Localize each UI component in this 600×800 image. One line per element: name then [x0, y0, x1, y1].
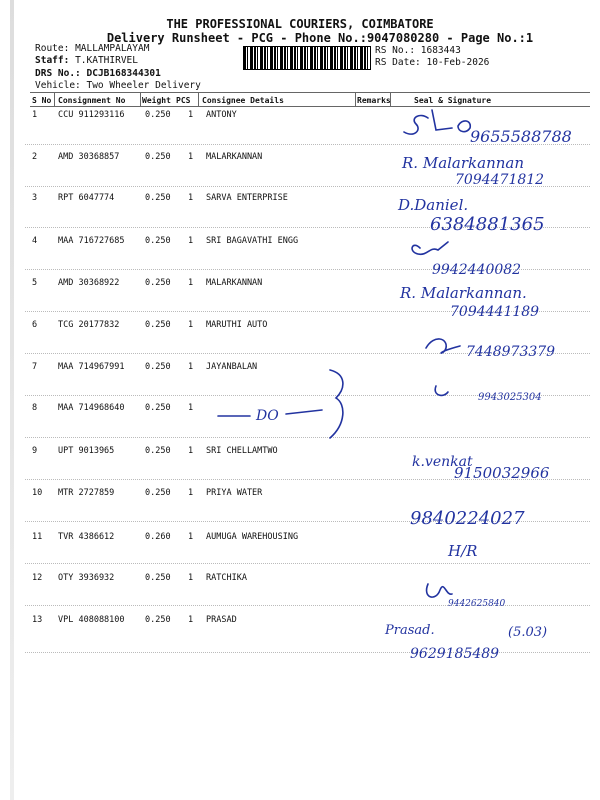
bracket-stroke [330, 370, 343, 438]
row-consignment: AMD 30368922 [58, 278, 120, 288]
row-pcs: 1 [188, 532, 194, 542]
handwritten-name: R. Malarkannan. [400, 284, 527, 302]
row-consignee: ANTONY [206, 110, 237, 120]
row-consignment: RPT 6047774 [58, 193, 115, 203]
row-consignment: UPT 9013965 [58, 446, 115, 456]
staff-label: Staff: [35, 55, 70, 66]
handwritten-mark: H/R [448, 542, 478, 560]
col-seal-header: Seal & Signature [414, 96, 492, 105]
row-weight: 0.250 [145, 362, 171, 372]
row-weight: 0.250 [145, 403, 171, 413]
signature-stroke [412, 242, 448, 254]
row-consignment: MAA 716727685 [58, 236, 125, 246]
signature-stroke [435, 386, 448, 395]
row-sno: 10 [32, 488, 43, 498]
row-weight: 0.250 [145, 573, 171, 583]
row-consignment: OTY 3936932 [58, 573, 115, 583]
row-weight: 0.250 [145, 278, 171, 288]
row-pcs: 1 [188, 278, 194, 288]
rs-date: RS Date: 10-Feb-2026 [375, 57, 490, 68]
row-pcs: 1 [188, 110, 194, 120]
row-sno: 12 [32, 573, 43, 583]
handwritten-phone: 7094471812 [455, 172, 545, 188]
row-pcs: 1 [188, 193, 194, 203]
row-consignment: CCU 911293116 [58, 110, 125, 120]
handwritten-phone: 7448973379 [466, 344, 556, 360]
row-sno: 3 [32, 193, 38, 203]
row-sno: 5 [32, 278, 38, 288]
row-sno: 13 [32, 615, 43, 625]
row-weight: 0.250 [145, 152, 171, 162]
rs-number: RS No.: 1683443 [375, 45, 461, 56]
row-sno: 8 [32, 403, 38, 413]
row-pcs: 1 [188, 446, 194, 456]
row-consignee: RATCHIKA [206, 573, 247, 583]
row-weight: 0.250 [145, 446, 171, 456]
row-consignee: SRI BAGAVATHI ENGG [206, 236, 299, 246]
row-pcs: 1 [188, 573, 194, 583]
row-consignee: MALARKANNAN [206, 278, 263, 288]
row-sno: 4 [32, 236, 38, 246]
signature-stroke [427, 584, 452, 597]
handwritten-phone: 9150032966 [454, 464, 550, 482]
row-sno: 9 [32, 446, 38, 456]
row-pcs: 1 [188, 152, 194, 162]
handwritten-name: R. Malarkannan [402, 154, 524, 172]
drs-label: DRS No.: [35, 68, 81, 79]
handwritten-time: (5.03) [508, 625, 548, 640]
handwritten-name: D.Daniel. [398, 196, 469, 214]
row-consignment: AMD 30368857 [58, 152, 120, 162]
signature-stroke [432, 110, 452, 130]
row-consignment: TVR 4386612 [58, 532, 115, 542]
row-consignment: TCG 20177832 [58, 320, 120, 330]
handwritten-ditto: DO [256, 408, 279, 424]
row-weight: 0.250 [145, 193, 171, 203]
row-consignment: MTR 2727859 [58, 488, 115, 498]
row-consignee: PRASAD [206, 615, 237, 625]
handwritten-phone: 9629185489 [410, 646, 500, 662]
vehicle-line: Vehicle: Two Wheeler Delivery [35, 80, 201, 91]
staff-value: T.KATHIRVEL [75, 55, 138, 66]
row-sno: 2 [32, 152, 38, 162]
row-sno: 11 [32, 532, 43, 542]
col-consignee-header: Consignee Details [202, 96, 284, 105]
handwritten-name: k.venkat [412, 454, 473, 470]
row-consignee: MALARKANNAN [206, 152, 263, 162]
row-consignment: MAA 714968640 [58, 403, 125, 413]
row-consignment: VPL 408088100 [58, 615, 125, 625]
row-consignee: MARUTHI AUTO [206, 320, 268, 330]
row-weight: 0.250 [145, 110, 171, 120]
col-sno-header: S No [32, 96, 52, 105]
col-remarks-header: Remarks [357, 96, 391, 105]
row-pcs: 1 [188, 488, 194, 498]
col-pcs-header: PCS [176, 96, 191, 105]
dash-stroke [286, 410, 322, 414]
row-pcs: 1 [188, 320, 194, 330]
handwritten-phone: 6384881365 [430, 214, 545, 235]
col-consignment-header: Consignment No [58, 96, 126, 105]
handwritten-name: Prasad. [385, 623, 435, 638]
route-value: MALLAMPALAYAM [75, 43, 150, 54]
handwritten-phone: 7094441189 [450, 304, 540, 320]
handwritten-phone: 9840224027 [410, 508, 525, 529]
row-consignee: AUMUGA WAREHOUSING [206, 532, 299, 542]
row-sno: 6 [32, 320, 38, 330]
row-sno: 7 [32, 362, 38, 372]
signature-stroke [404, 116, 428, 135]
row-weight: 0.250 [145, 236, 171, 246]
row-weight: 0.250 [145, 615, 171, 625]
row-sno: 1 [32, 110, 38, 120]
drs-value: DCJB168344301 [86, 68, 161, 79]
signature-stroke [458, 121, 470, 132]
company-title: THE PROFESSIONAL COURIERS, COIMBATORE [166, 17, 434, 31]
row-weight: 0.250 [145, 320, 171, 330]
row-pcs: 1 [188, 236, 194, 246]
row-consignee: PRIYA WATER [206, 488, 263, 498]
row-consignee: SRI CHELLAMTWO [206, 446, 278, 456]
row-weight: 0.250 [145, 488, 171, 498]
handwritten-phone: 9655588788 [470, 127, 572, 146]
row-pcs: 1 [188, 615, 194, 625]
handwritten-phone: 9943025304 [478, 392, 542, 403]
runsheet-subtitle: Delivery Runsheet - PCG - Phone No.:9047080280 - Page No.:1 [106, 31, 534, 45]
row-consignee: SARVA ENTERPRISE [206, 193, 288, 203]
row-pcs: 1 [188, 362, 194, 372]
signature-stroke [426, 339, 460, 353]
row-consignment: MAA 714967991 [58, 362, 125, 372]
row-weight: 0.260 [145, 532, 171, 542]
row-pcs: 1 [188, 403, 194, 413]
route-label: Route: [35, 43, 70, 54]
row-consignee: JAYANBALAN [206, 362, 258, 372]
handwritten-phone: 9942440082 [432, 262, 522, 278]
handwritten-phone: 9442625840 [448, 599, 506, 609]
col-weight-header: Weight [142, 96, 171, 105]
